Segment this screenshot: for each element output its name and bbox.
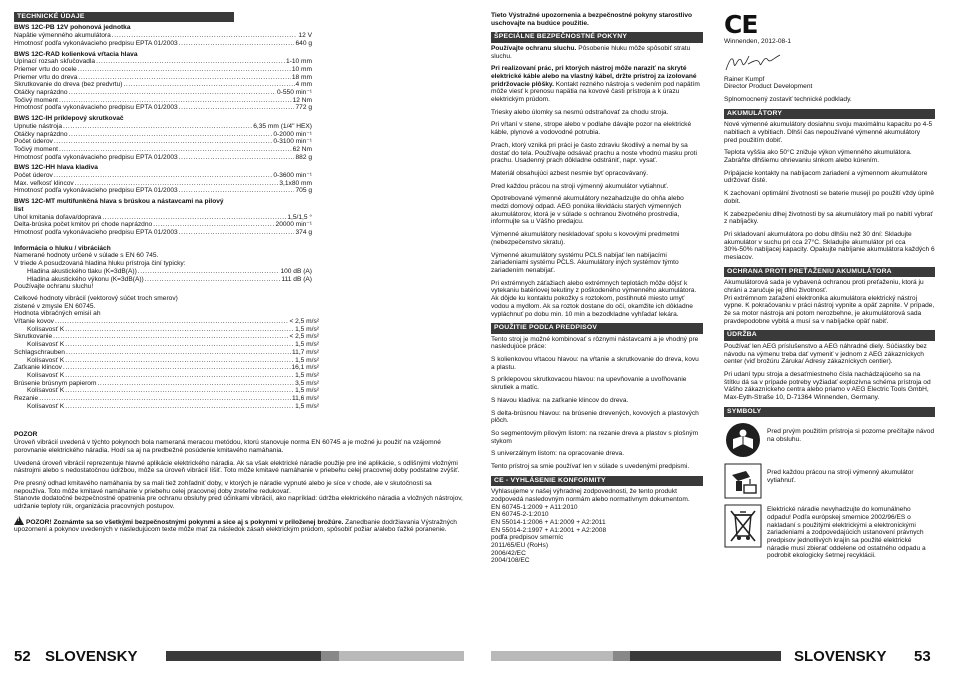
batteries-header: AKUMULÁTORY bbox=[724, 109, 935, 119]
noise-rows bbox=[14, 268, 312, 283]
page-number: 52 bbox=[14, 648, 31, 665]
vibration-row: Kolísavosť K ..... 1,5 m/s² bbox=[14, 341, 319, 349]
symbols-header: SYMBOLY bbox=[724, 407, 935, 417]
use-paragraph: Tento prístroj sa smie používať len v súlade s uvedenými predpismi. bbox=[491, 463, 690, 471]
safety-paragraph: Prach, ktorý vzniká pri práci je často zdraviu škodlivý a nemal by sa dostať do tela. Používajte odsávač prachu a noste vhodnú masku proti prachu. Usadenný prach dôkladne odstrániť, napr. vysať. bbox=[491, 141, 697, 165]
vibration-row: Kolísavosť K ..... 1,5 m/s² bbox=[14, 387, 319, 395]
spec-row: Hmotnosť podľa vykonávacieho predpisu EPTA 01/2003 ..... 882 g bbox=[14, 154, 312, 162]
language-label: SLOVENSKY bbox=[794, 648, 887, 665]
pozor-paragraph: Úroveň vibrácií uvedená v týchto pokynoch bola nameraná meracou metódou, ktorú stanovuje norma EN 60745 a je možné ju použiť na vzájomné porovnanie elektrického náradia. Hodí sa aj na predbežné posúdenie kmitavého namáhania. bbox=[14, 439, 441, 454]
spec-block-bws12cih bbox=[14, 115, 312, 161]
ce-standard: 2006/42/EC bbox=[491, 549, 526, 557]
footer-bar bbox=[166, 651, 464, 661]
safety-paragraph: Pri vŕtaní v stene, strope alebo v podlahe dávajte pozor na elektrické káble, plynové a vodovodné potrubia. bbox=[491, 121, 692, 137]
spec-title: BWS 12C-MT multifunkčná hlava s brúskou a nástavcami na pilový list bbox=[14, 198, 224, 213]
tech-data-header: TECHNICKÉ ÚDAJE bbox=[14, 12, 234, 22]
vibration-row: Kolísavosť K ..... 1,5 m/s² bbox=[14, 357, 319, 365]
vibration-rows bbox=[14, 318, 319, 410]
vibration-text: Celkové hodnoty vibrácií (vektorový súčet troch smerov) bbox=[14, 294, 178, 302]
spec-title: BWS 12C-RAD kolienková vŕtacia hlava bbox=[14, 50, 138, 58]
spec-row: Hmotnosť podľa vykonávacieho predpisu EPTA 01/2003 ..... 374 g bbox=[14, 229, 312, 237]
spec-row: Hmotnosť podľa vykonávacieho predpisu EPTA 01/2003 ..... 705 g bbox=[14, 187, 312, 195]
symbol-text: Pred prvým použitím prístroja si pozorne prečítajte návod na obsluhu. bbox=[767, 428, 935, 443]
ce-paragraph: Vyhlasujeme v našej výhradnej zodpovednosti, že tento produkt zodpovedá nasledovným normám alebo normatívnym dokumentom. bbox=[491, 488, 690, 503]
footer-bar bbox=[491, 651, 781, 661]
middle-column bbox=[491, 12, 703, 565]
weee-crossed-bin-icon bbox=[724, 504, 762, 548]
use-paragraph: So segmentovým pílovým listom: na rezanie dreva a plastov s plošným stykom bbox=[491, 429, 699, 445]
right-page-footer bbox=[491, 648, 935, 665]
maintenance-paragraph: Používať len AEG príslušenstvo a AEG náhradné diely. Súčiastky bez návodu na výmenu treba dať vymeniť v jednom z AEG zákazníckych center (viď brožúru Záruka/ Adresy zákazníckych centier). bbox=[724, 342, 927, 366]
use-paragraph: S delta-brúsnou hlavou: na brúsenie drevených, kovových a plastových plôch. bbox=[491, 409, 699, 425]
pozor-title: POZOR bbox=[14, 431, 38, 439]
spec-block-bws12cmt bbox=[14, 198, 312, 237]
symbol-text: Elektrické náradie nevyhadzujte do komunálneho odpadu! Podľa európskej smernice 2002/96/ES o nakladaní s použitými elektrickými a elektronickými zariadeniami a zodpovedajúcich ustanovení právnych predpisov jednotlivých krajín sa použité elektrické náradie musí zbierať oddelene od ostatného odpadu a podrobit ekologicky šetrnej recyklácii. bbox=[767, 506, 926, 560]
spec-row: Točivý moment ..... 12 Nm bbox=[14, 97, 312, 105]
vibration-row: Vŕtanie kovov ..... < 2,5 m/s² bbox=[14, 318, 319, 326]
signature-image bbox=[724, 52, 784, 74]
noise-text: Namerané hodnoty určené v súlade s EN 60 745. bbox=[14, 252, 159, 260]
spec-row: Otáčky naprázdno ..... 0-550 min⁻¹ bbox=[14, 89, 312, 97]
spec-title: BWS 12C-IH príklepový skrutkovač bbox=[14, 115, 124, 123]
noise-row: Hladina akustického tlaku (K=3dB(A)) ..... 100 dB (A) bbox=[14, 268, 312, 276]
maintenance-header: ÚDRŽBA bbox=[724, 330, 935, 340]
spec-row: Napätie výmenného akumulátora ..... 12 V bbox=[14, 32, 312, 40]
vibration-row: Rezanie ..... 11,6 m/s² bbox=[14, 395, 319, 403]
battery-paragraph: Pripájacie kontakty na nabíjacom zariadení a výmennom akumulátore udržovať čisté. bbox=[724, 169, 928, 185]
left-page-footer bbox=[14, 648, 464, 665]
spec-row: Priemer vrtu do dreva ..... 18 mm bbox=[14, 74, 312, 82]
pozor-paragraph: Stanovte dodatočné bezpečnostné opatrenia pre ochranu obsluhy pred účinkami vibrácií, ako napríklad: údržba elektrického náradia a vložných nástrojov, udržanie teploty rúk, organizácia pracovných postupov. bbox=[14, 495, 463, 511]
vibration-row: Kolísavosť K ..... 1,5 m/s² bbox=[14, 372, 319, 380]
battery-paragraph: K zabezpečeniu dlhej životnosti by sa akumulátory mali po nabití vybrať z nabíjačky. bbox=[724, 210, 933, 226]
ce-standard: 2011/65/EU (RoHs) bbox=[491, 542, 549, 550]
use-paragraph: Tento stroj je možné kombinovať s rôznymi nástavcami a je vhodný pre nasledujúce práce: bbox=[491, 335, 699, 351]
language-label: SLOVENSKY bbox=[45, 648, 138, 665]
ce-standard: EN 60745-2-1:2010 bbox=[491, 511, 549, 519]
noise-text: V triede A posudzovaná hladina hluku prístroja činí typicky: bbox=[14, 260, 186, 268]
ce-standard: podľa predpisov smerníc bbox=[491, 534, 564, 542]
spec-row: Otáčky naprázdno ..... 0-2000 min⁻¹ bbox=[14, 131, 312, 139]
spec-row: Točivý moment ..... 62 Nm bbox=[14, 146, 312, 154]
battery-paragraph: Nové výmenné akumulátory dosiahnu svoju maximálnu kapacitu po 4-5 nabitiach a vybitiach. Dlhší čas nepoužívané výmenné akumulátory pred použitím dobiť. bbox=[724, 121, 933, 144]
safety-paragraph: Triesky alebo úlomky sa nesmú odstraňovať za chodu stroja. bbox=[491, 108, 669, 116]
spec-row: Skrutkovanie do dreva (bez predvrtu) ..... 4 mm bbox=[14, 81, 312, 89]
ce-mark: CE bbox=[724, 10, 758, 39]
battery-paragraph: K zachovaní optimální životnosti se baterie musejí po použití vždy úplně dobít. bbox=[724, 190, 935, 205]
safety-paragraph: Výmenné akumulátory systému PCLS nabíjať len nabíjacími zariadeniami systému PCLS. Akumulátory iných systémov týmto zariadením nenabíjať. bbox=[491, 251, 679, 274]
place-date: Winnenden, 2012-08-1 bbox=[724, 38, 792, 45]
noise-row: Hladina akustického výkonu (K=3dB(A)) ..... 111 dB (A) bbox=[14, 276, 312, 284]
use-paragraph: S univerzálnym listom: na opracovanie dreva. bbox=[491, 450, 625, 458]
battery-paragraph: Pri skladovaní akumulátora po dobu dlhšiu než 30 dní: Skladujte akumulátor v suchu pri cca 27°C. Skladujte akumulátor pri cca 30%-50% nabíjacej kapacity. Opakujte nabíjanie akumulátora každých 6 mesiacov. bbox=[724, 230, 935, 262]
noise-text: Používajte ochranu sluchu! bbox=[14, 283, 94, 291]
spec-block-bws12cpb bbox=[14, 24, 312, 47]
spec-row: Priemer vrtu do ocele ..... 10 mm bbox=[14, 66, 312, 74]
ce-declaration-header: CE - VYHLÁSENIE KONFORMITY bbox=[491, 476, 703, 486]
use-paragraph: S kolienkovou vŕtacou hlavou: na vŕtanie a skrutkovanie do dreva, kovu a plastu. bbox=[491, 356, 699, 371]
ce-standard: EN 55014-1:2006 + A1:2009 + A2:2011 bbox=[491, 518, 606, 526]
vibration-row: Zaťkanie klincov ..... 16,1 m/s² bbox=[14, 364, 319, 372]
safety-paragraph: Materiál obsahujúci azbest nesmie byť opracovávaný. bbox=[491, 169, 649, 177]
symbol-text: Pred každou prácou na stroji výmenný akumulátor vytiahnuť. bbox=[767, 469, 914, 484]
special-safety-header: ŠPECIÁLNE BEZPEČNOSTNÉ POKYNY bbox=[491, 32, 703, 42]
pozor-paragraph: Uvedená úroveň vibrácií reprezentuje hlavné aplikácie elektrického náradia. Ak sa však elektrické náradie použije pre iné aplikácie, s odlišnými vložnými nástrojmi alebo s nedostatočnou údržbou, môže sa úroveň vibrácií líšiť. Toto môže kmitavé namáhanie v priebehu celej pracovnej doby podstatne zvýšiť. bbox=[14, 459, 460, 475]
spec-row: Uhol kmitania doľava/doprava ..... 1,5/1,5 ° bbox=[14, 214, 312, 222]
safety-paragraph: Opotrebované výmenné akumulátory nezahadzujte do ohňa alebo medzi domový odpad. AEG ponúka likvidáciu starých výmenných akumulátorov, ktorá je v súlade s ochranou životného prostredia, informujte sa u Vášho predajcu. bbox=[491, 195, 684, 226]
spec-row: Hmotnosť podľa vykonávacieho predpisu EPTA 01/2003 ..... 640 g bbox=[14, 40, 312, 48]
vibration-row: Schlagschrauben ..... 11,7 m/s² bbox=[14, 349, 319, 357]
safety-paragraph: Pri extrémnych záťažiach alebo extrémnych teplotách môže dôjsť k vytekaniu batériovej tekutiny z poškodeného výmenného akumulátora. Ak dôjde ku kontaktu pokožky s roztokom, postihnuté miesto umyť vodou a mydlom. Ak sa roztok dostane do očí, okamžite ich dôkladne vypláchnuť po dobu min. 10 min a bezodkladne vyhľadať lekára. bbox=[491, 279, 697, 318]
spec-row: Max. veľkosť klincov ..... 3,1x80 mm bbox=[14, 180, 312, 188]
vibration-row: Kolísavosť K ..... 1,5 m/s² bbox=[14, 403, 319, 411]
spec-row: Upínací rozsah skľučovadla ..... 1-10 mm bbox=[14, 58, 312, 66]
intro-text: Tieto Výstražné upozornenia a bezpečnostné pokyny starostlivo uschovajte na budúce použitie. bbox=[491, 12, 693, 27]
spec-title: BWS 12C-PB 12V pohonová jednotka bbox=[14, 24, 131, 32]
symbol-read-manual bbox=[724, 422, 935, 458]
pozor-warning: !POZOR! Zoznámte sa so všetkými bezpečnostnými pokynmi a sice aj s pokynmi v priloženej brožúre. Zanedbanie dodržiavania Výstražných upozornení a pokynov uvedených v nasledujúcom texte môže mať za následok zásah elektrickým prúdom, spôsobiť požiar a/alebo ťažké poranenie. bbox=[14, 516, 464, 534]
spec-row: Delta-brúska počet kmitov pri chode naprázdno ..... 20000 min⁻¹ bbox=[14, 221, 312, 229]
vibration-row: Skrutkovanie ..... < 2,5 m/s² bbox=[14, 333, 319, 341]
use-paragraph: S hlavou kladiva: na zaťkanie klincov do dreva. bbox=[491, 396, 629, 404]
spec-row: Upnutie nástroja ..... 6,35 mm (1/4" HEX) bbox=[14, 123, 312, 131]
spec-title: BWS 12C-HH hlava kladiva bbox=[14, 164, 98, 172]
left-page-column bbox=[14, 12, 464, 534]
warning-icon bbox=[14, 516, 24, 525]
signer-name: Rainer Kumpf bbox=[724, 75, 765, 83]
use-paragraph: S príklepovou skrutkovacou hlavou: na upevňovanie a uvoľňovanie skrutiek a matíc. bbox=[491, 376, 687, 392]
safety-paragraph: Výmenné akumulátory neskladovať spolu s kovovými predmetmi (nebezpečenstvo skratu). bbox=[491, 231, 680, 246]
safety-paragraph: Používajte ochranu sluchu. Pôsobenie hluku môže spôsobiť stratu sluchu. bbox=[491, 44, 691, 60]
safety-paragraph: Pred každou prácou na stroji výmenný akumulátor vytiahnuť. bbox=[491, 182, 669, 190]
signer-title: Director Product Development bbox=[724, 83, 813, 91]
symbol-remove-battery bbox=[724, 463, 935, 499]
spec-block-bws12crad bbox=[14, 51, 312, 113]
vibration-row: Brúsenie brúsnym papierom ..... 3,5 m/s² bbox=[14, 380, 319, 388]
vibration-row: Kolísavosť K ..... 1,5 m/s² bbox=[14, 326, 319, 334]
signer-authorization: Splnomocnený zostaviť technické podklady. bbox=[724, 96, 852, 104]
vibration-text: zistené v zmysle EN 60745. bbox=[14, 302, 96, 310]
pozor-paragraph: Pre presný odhad kmitavého namáhania by sa mali tiež zohľadniť doby, v ktorých je náradie vypnuté alebo je síce v chode, ale v skutočnosti sa nepoužíva. Toto môže kmitavé namáhanie v priebehu celej pracovnej doby zreteľne redukovať. bbox=[14, 479, 432, 495]
overload-paragraph: Pri extrémnom zaťažení elektronika akumulátora elektrický nástroj vypne. K pokračovaniu v práci nástroj vypnite a opäť zapnite. V prípade, že sa motor nástroja ani potom nerozbehne, je akumulátorová sada pravdepodobne vybitá a musí sa v nabíjačke opäť nabiť. bbox=[724, 294, 935, 325]
spec-row: Počet úderov ..... 0-3100 min⁻¹ bbox=[14, 138, 312, 146]
page-number: 53 bbox=[914, 648, 931, 665]
ce-standard: EN 55014-2:1997 + A1:2001 + A2:2008 bbox=[491, 526, 607, 534]
right-column bbox=[724, 12, 935, 560]
spec-row: Počet úderov ..... 0-3600 min⁻¹ bbox=[14, 172, 312, 180]
vibration-text: Hodnota vibračných emisií ah bbox=[14, 310, 101, 318]
ce-standard: EN 60745-1:2009 + A11:2010 bbox=[491, 503, 578, 511]
read-manual-icon bbox=[724, 422, 762, 458]
safety-paragraph: Pri realizovaní prác, pri ktorých nástroj môže naraziť na skryté elektrické káble alebo na vlastný kábel, držte prístroj za izolované pridržovacie plôšky. Kontakt rezného nástroja s vedením pod napätím môže viesť k prenosu napätia na kovové časti prístroja a k úrazu elektrickým prúdom. bbox=[491, 65, 700, 104]
remove-battery-icon bbox=[724, 463, 762, 499]
noise-title: Informácia o hluku / vibráciách bbox=[14, 244, 111, 252]
ce-standard: 2004/108/EC bbox=[491, 557, 530, 565]
overload-protection-header: OCHRANA PROTI PREŤAŽENIU AKUMULÁTORA bbox=[724, 267, 935, 277]
overload-paragraph: Akumulátorová sada je vybavená ochranou proti preťaženiu, ktorá ju chráni a zaručuje jej dlhú životnosť. bbox=[724, 279, 924, 294]
maintenance-paragraph: Pri udaní typu stroja a desaťmiestneho čísla nachádzajúceho sa na štítku dá sa v prípade potreby vyžiadať explozívna schéma prístroja od Vášho zákazníckeho centra alebo priamo v AEG Electric Tools GmbH, Max-Eyth-Straße 10, D-71364 Winnenden, Germany. bbox=[724, 370, 931, 402]
spec-block-bws12chh bbox=[14, 164, 312, 195]
symbol-weee bbox=[724, 504, 935, 560]
spec-row: Hmotnosť podľa vykonávacieho predpisu EPTA 01/2003 ..... 772 g bbox=[14, 104, 312, 112]
battery-paragraph: Teplota vyššia ako 50°C znižuje výkon výmenného akumulátora. Zabráňte dlhšiemu ohrievaniu slnkom alebo kúrením. bbox=[724, 149, 912, 165]
intended-use-header: POUŽITIE PODĽA PREDPISOV bbox=[491, 323, 703, 333]
